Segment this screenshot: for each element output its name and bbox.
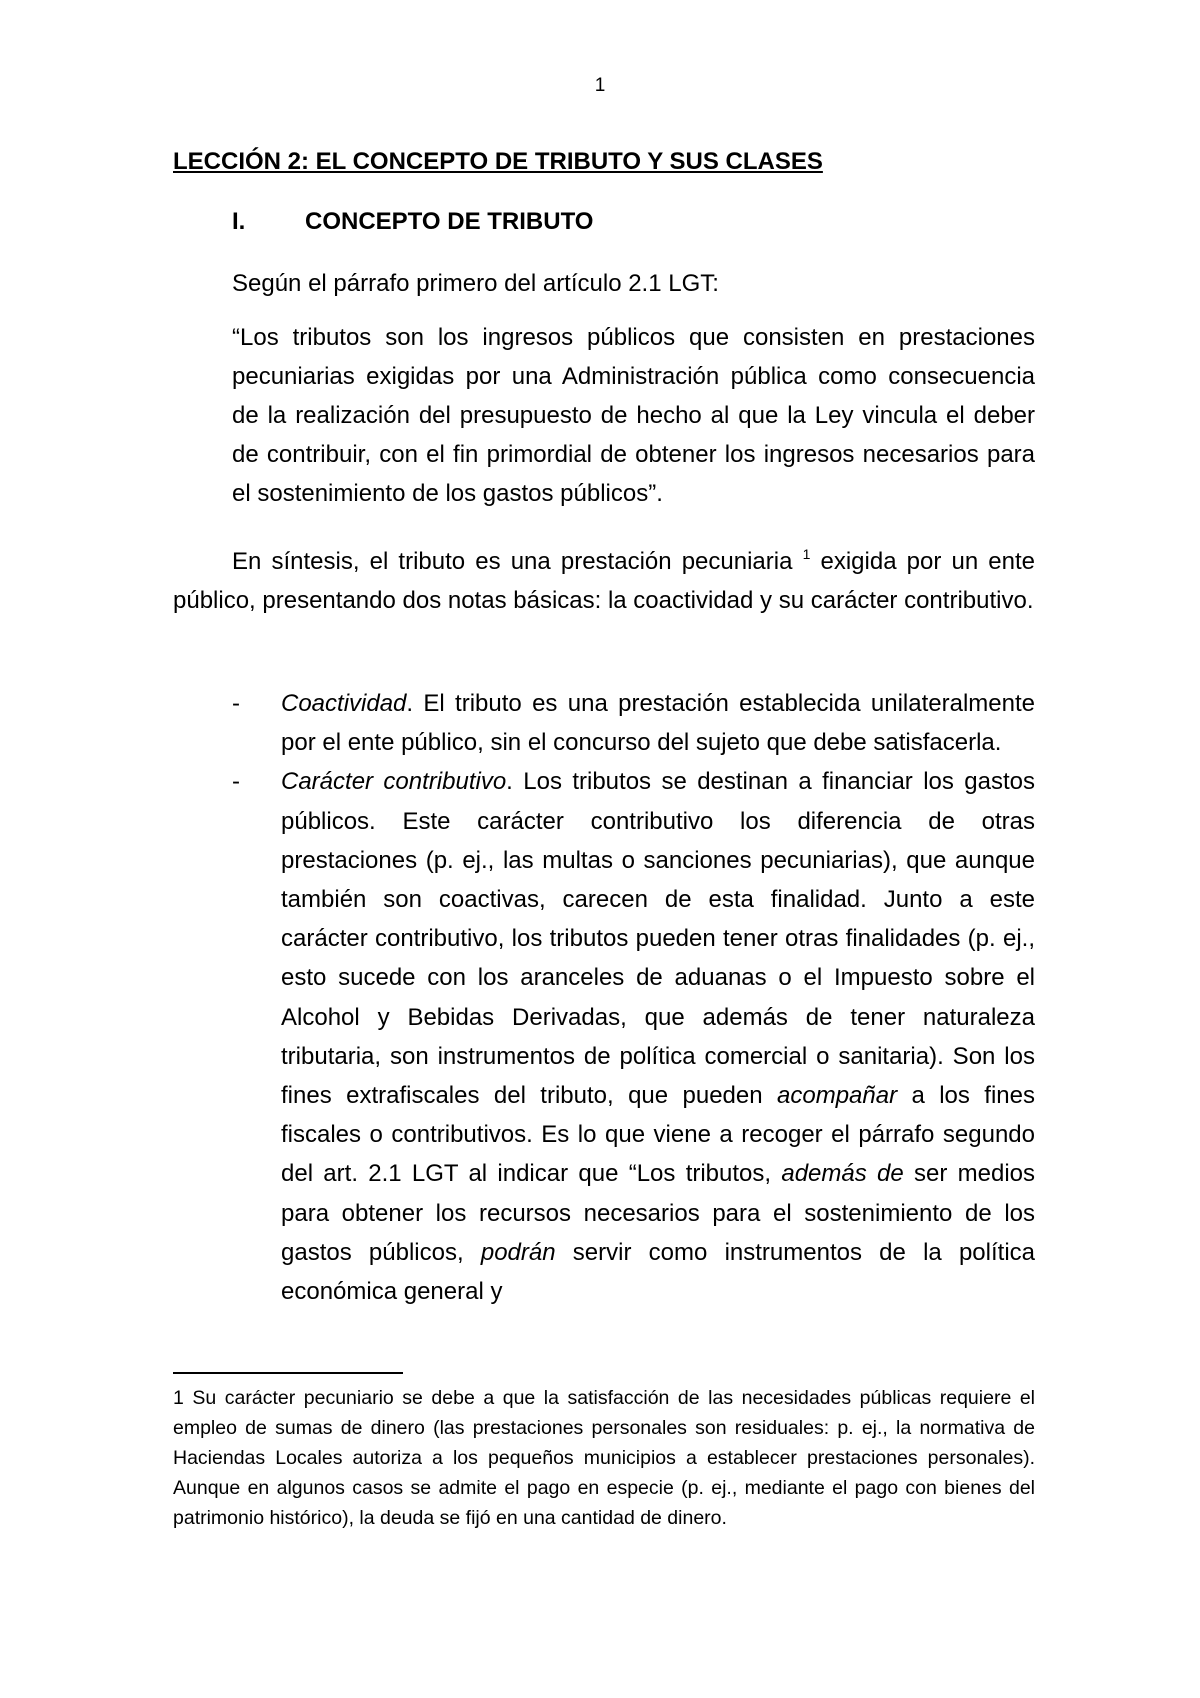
section-numeral: I. — [232, 208, 246, 235]
synthesis-text-start: En síntesis, el tributo es una prestación pecuniaria — [232, 548, 793, 575]
footnote — [173, 1383, 1035, 1533]
footnote-text: Su carácter pecuniario se debe a que la satisfacción de las necesidades públicas requiere el empleo de sumas de dinero (las prestaciones personales son residuales: p. ej., la normativa de Haciendas Locales autoriza a los pequeños municipios a establecer prestaciones personales). Aunque en algunos casos se admite el pago en especie (p. ej., mediante el pago con bienes del patrimonio histórico), la deuda se fijó en una cantidad de dinero. — [173, 1387, 1035, 1529]
footnote-reference[interactable]: 1 — [802, 546, 811, 562]
lesson-title: LECCIÓN 2: EL CONCEPTO DE TRIBUTO Y SUS CLASES — [173, 148, 823, 175]
synthesis-paragraph — [173, 542, 1035, 620]
contributivo-text-4: servir como instrumentos de la política económica general y — [281, 1238, 1035, 1306]
footnote-separator — [173, 1372, 403, 1374]
contributivo-text-3: ser medios para obtener los recursos necesarios para el sostenimiento de los gastos públicos, — [281, 1160, 1035, 1266]
list-bullet: - — [232, 690, 240, 717]
list-bullet: - — [232, 768, 240, 796]
list-item-coactividad — [232, 684, 1035, 762]
characteristics-list — [232, 684, 1035, 1311]
section-heading — [232, 208, 593, 236]
list-item-caracter-contributivo — [232, 762, 1035, 1311]
page-number: 1 — [594, 75, 606, 96]
contributivo-text-2: a los fines fiscales o contributivos. Es lo que viene a recoger el párrafo segundo del art. 2.1 LGT al indicar que “Los tributos, — [281, 1082, 1035, 1188]
section-title: CONCEPTO DE TRIBUTO — [305, 208, 594, 235]
coactividad-description: . El tributo es una prestación establecida unilateralmente por el ente público, sin el concurso del sujeto que debe satisfacerla. — [281, 690, 1035, 757]
intro-paragraph: Según el párrafo primero del artículo 2.1 LGT: — [232, 270, 719, 297]
legal-quote: “Los tributos son los ingresos públicos que consisten en prestaciones pecuniarias exigidas por una Administración pública como consecuencia de la realización del presupuesto de hecho al que la Ley vincula el deber de contribuir, con el fin primordial de obtener los ingresos necesarios para el sostenimiento de los gastos públicos”. — [232, 324, 1035, 507]
footnote-number: 1 — [173, 1387, 184, 1409]
term-caracter-contributivo: Carácter contributivo — [281, 768, 507, 796]
emphasis-ademas-de: además de — [781, 1160, 904, 1188]
emphasis-podran: podrán — [480, 1238, 556, 1266]
contributivo-text-1: . Los tributos se destinan a financiar los gastos públicos. Este carácter contributivo los diferencia de otras prestaciones (p. ej., las multas o sanciones pecuniarias), que aunque también son coactivas, carecen de esta finalidad. Junto a este carácter contributivo, los tributos pueden tener otras finalidades (p. ej., esto sucede con los aranceles de aduanas o el Impuesto sobre el Alcohol y Bebidas Derivadas, que además de tener naturaleza tributaria, son instrumentos de política comercial o sanitaria). Son los fines extrafiscales del tributo, que pueden — [281, 768, 1035, 1110]
term-coactividad: Coactividad — [281, 690, 407, 717]
synthesis-text-end: exigida por un ente público, presentando dos notas básicas: la coactividad y su carácter contributivo. — [173, 548, 1035, 614]
emphasis-acompanar: acompañar — [777, 1082, 898, 1110]
